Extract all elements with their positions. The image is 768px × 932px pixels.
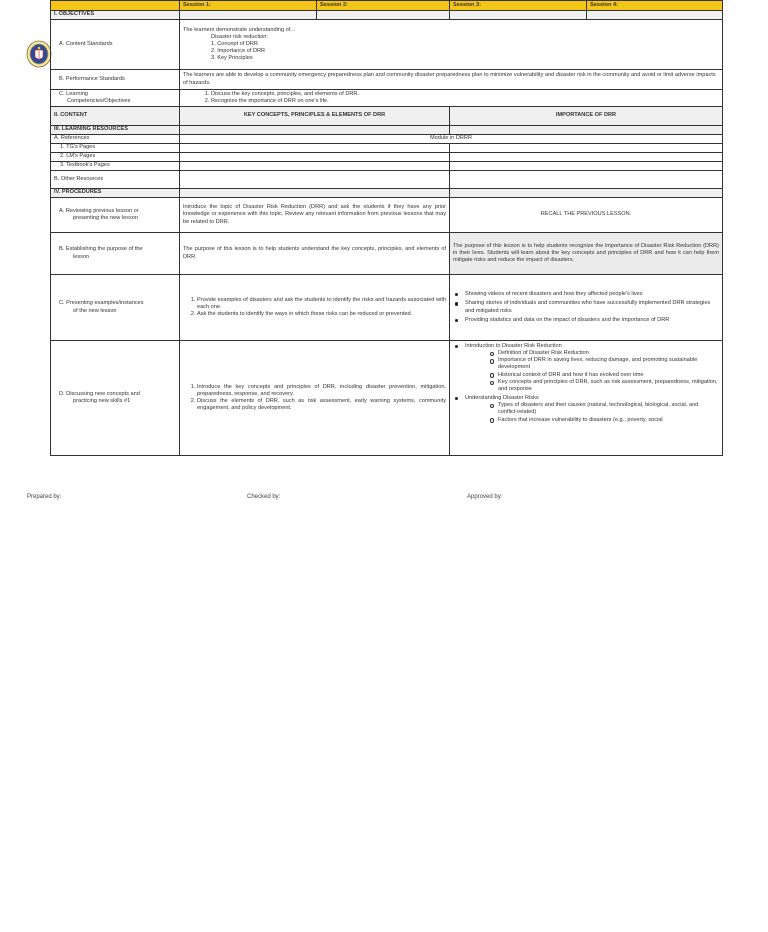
procedure-c-session1 <box>180 275 450 341</box>
lm-pages-row <box>51 153 723 162</box>
references-row <box>51 135 723 144</box>
content-standards-row <box>51 20 723 70</box>
learning-competencies-row <box>51 90 723 107</box>
procedure-d-label-line2: practicing new skills #1 <box>73 398 131 404</box>
content-standards-text <box>180 20 723 70</box>
session-1-header: Session 1: <box>180 1 317 11</box>
procedure-b-label-line2: lesson <box>73 253 90 260</box>
procedure-c-step: 1. Provide examples of disasters and ask the students to identify the risks and hazards associated with each one. <box>197 297 446 311</box>
competency-item: 2. Recognize the importance of DRR on one's life. <box>211 98 719 105</box>
content-standards-label: A. Content Standards <box>51 20 180 70</box>
procedure-c-row <box>51 275 723 341</box>
procedures-label: IV. PROCEDURES <box>51 189 180 198</box>
textbook-pages-label: 3. Textbook's Pages <box>51 162 180 171</box>
procedure-b-session2: The purpose of this lesson is to help students recognize the importance of Disaster Risk Reduction (DRR) in their lives. Students will learn about the key concepts and principles of DRR and how it can help them mitigate risks and reduce the impact of disasters. <box>450 233 723 275</box>
learning-competencies-label-line1: C. Learning <box>59 90 88 97</box>
learning-competencies-label <box>51 90 180 107</box>
procedure-a-label <box>51 198 180 233</box>
daily-lesson-log-table <box>50 0 723 456</box>
competency-item: 1. Discuss the key concepts, principles, and elements of DRR. <box>211 91 719 98</box>
procedure-d-subtopic: Types of disasters and their causes (natural, technological, biological, social, and conflict-related) <box>490 402 719 416</box>
procedure-d-session2 <box>450 341 723 456</box>
procedure-d-topic <box>453 395 719 424</box>
session-header-row <box>51 1 723 11</box>
other-resources-label: B. Other Resources <box>51 171 180 189</box>
procedure-c-label-line2: of the new lesson <box>73 307 117 314</box>
lm-pages-label: 2. LM's Pages <box>51 153 180 162</box>
procedure-d-subtopic: Historical context of DRR and how it has evolved over time <box>490 372 719 379</box>
procedure-c-example: Showing videos of recent disasters and how they affected people's lives <box>453 291 719 298</box>
procedure-a-session2: RECALL THE PREVIOUS LESSON. <box>450 198 723 233</box>
content-session2-title: IMPORTANCE OF DRR <box>450 107 723 126</box>
procedure-d-subtopic: Definition of Disaster Risk Reduction <box>490 350 719 357</box>
procedure-d-subtopic: Factors that increase vulnerability to disasters (e.g., poverty, social <box>490 417 719 424</box>
content-standards-item: 3. Key Principles <box>211 55 253 62</box>
approved-by-label: Approved by: <box>467 494 503 500</box>
procedure-d-label-line1: D. Discussing new concepts and <box>59 390 140 397</box>
tg-pages-label: 1. TG's Pages <box>51 144 180 153</box>
content-session1-title: KEY CONCEPTS, PRINCIPLES & ELEMENTS OF DRR <box>180 107 450 126</box>
school-seal-icon <box>26 40 52 68</box>
procedure-c-session2 <box>450 275 723 341</box>
procedure-c-label <box>51 275 180 341</box>
content-standards-item: 1. Concept of DRR <box>211 40 258 47</box>
procedure-a-row <box>51 198 723 233</box>
procedures-section-row <box>51 189 723 198</box>
checked-by-label: Checked by: <box>247 494 281 500</box>
procedure-d-session1 <box>180 341 450 456</box>
learning-competencies-label-line2: Competencies/Objectives <box>67 98 131 104</box>
procedure-d-row <box>51 341 723 456</box>
procedure-b-row <box>51 233 723 275</box>
procedure-d-subtopic: Importance of DRR in saving lives, reducing damage, and promoting sustainable development <box>490 357 719 371</box>
procedure-a-session1: Introduce the topic of Disaster Risk Reduction (DRR) and ask the students if they have any prior knowledge or experience with this topic. Review any relevant information from previous lessons that may be related to DRR. <box>180 198 450 233</box>
module-reference: Module in DRRR <box>180 135 723 144</box>
procedure-c-example: Sharing stories of individuals and communities who have successfully implemented DRR strategies and mitigated risks <box>453 300 719 314</box>
performance-standards-text: The learners are able to develop a community emergency preparedness plan and community disaster preparedness plan to minimize vulnerability and disaster risk in the community and avoid or limit adverse impacts of hazards. <box>180 70 723 90</box>
performance-standards-label: B. Performance Standards <box>51 70 180 90</box>
procedure-b-label-line1: B. Establishing the purpose of the <box>59 246 143 253</box>
content-standards-item: 2. Importance of DRR <box>211 48 266 55</box>
tg-pages-row <box>51 144 723 153</box>
session-3-header: Session 3: <box>450 1 587 11</box>
procedure-d-topic-title: Introduction to Disaster Risk Reduction <box>465 343 562 349</box>
procedure-a-label-line1: A. Reviewing previous lesson or <box>59 207 139 214</box>
procedure-b-label <box>51 233 180 275</box>
procedure-c-example: Providing statistics and data on the impact of disasters and the importance of DRR <box>453 317 719 324</box>
content-section-row <box>51 107 723 126</box>
learning-resources-label: III. LEARNING RESOURCES <box>51 126 180 135</box>
performance-standards-row <box>51 70 723 90</box>
objectives-label: I. OBJECTIVES <box>51 11 180 20</box>
header-blank-cell <box>51 1 180 11</box>
content-standards-intro: The learners demonstrate understanding of... <box>183 26 295 33</box>
procedure-a-label-line2: presenting the new lesson <box>73 215 138 221</box>
prepared-by-label: Prepared by: <box>27 494 62 500</box>
textbook-pages-row <box>51 162 723 171</box>
content-standards-topic: Disaster risk reduction: <box>211 33 268 40</box>
session-2-header: Session 2: <box>317 1 450 11</box>
procedure-d-subtopic: Key concepts and principles of DRR, such as risk assessment, preparedness, mitigation, and response <box>490 379 719 393</box>
session-4-header: Session 4: <box>587 1 723 11</box>
objectives-section-row <box>51 11 723 20</box>
procedure-b-session1: The purpose of this lesson is to help students understand the key concepts, principles, and elements of DRR. <box>180 233 450 275</box>
procedure-c-step: 2. Ask the students to identify the ways in which these risks can be reduced or prevented. <box>197 311 446 318</box>
procedure-c-label-line1: C. Presenting examples/instances <box>59 300 144 307</box>
procedure-d-step: 1. Introduce the key concepts and principles of DRR, including disaster prevention, mitigation, preparedness, response, and recovery. <box>197 384 446 398</box>
content-label: II. CONTENT <box>51 107 180 126</box>
procedure-d-topic-title: Understanding Disaster Risks <box>465 395 539 402</box>
procedure-d-topic <box>453 343 719 393</box>
procedure-d-step: 2. Discuss the elements of DRR, such as risk assessment, early warning systems, community engagement, and policy development. <box>197 398 446 412</box>
procedure-d-label <box>51 341 180 456</box>
learning-resources-row <box>51 126 723 135</box>
learning-competencies-text <box>180 90 723 107</box>
other-resources-row <box>51 171 723 189</box>
references-label: A. References <box>51 135 180 144</box>
